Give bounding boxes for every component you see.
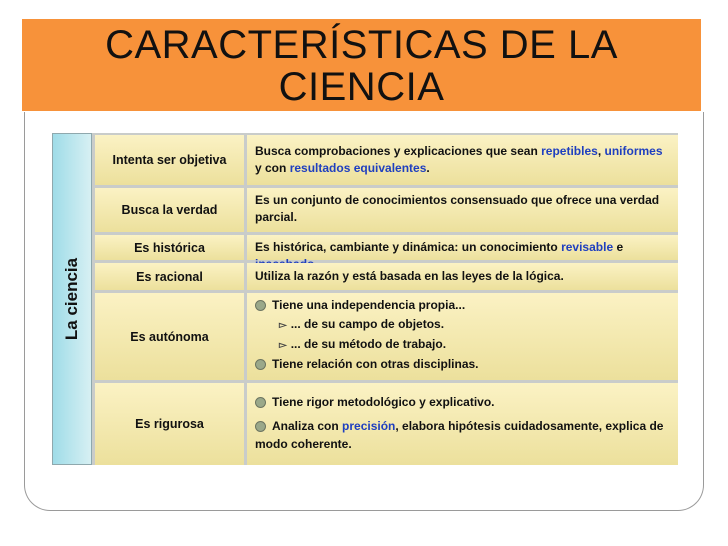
bullet-icon [255, 300, 266, 311]
arrow-icon: ▻ [279, 320, 287, 331]
side-bar [52, 133, 92, 465]
row-description [247, 383, 678, 465]
bullet-icon [255, 397, 266, 408]
row-label: Busca la verdad [95, 188, 244, 232]
side-label: La ciencia [62, 257, 81, 341]
arrow-icon: ▻ [279, 340, 287, 351]
bullet-icon [255, 421, 266, 432]
row-description: Utiliza la razón y está basada en las leyes de la lógica. [247, 263, 678, 290]
row-label: Es rigurosa [95, 383, 244, 465]
row-label: Es autónoma [95, 293, 244, 380]
title-line-2: CIENCIA [278, 65, 445, 109]
row-label: Intenta ser objetiva [95, 135, 244, 185]
slide-title [22, 19, 701, 111]
row-description: Es un conjunto de conocimientos consensuado que ofrece una verdad parcial. [247, 188, 678, 232]
row-label: Es histórica [95, 235, 244, 260]
table-row [95, 188, 678, 232]
table-row [95, 135, 678, 185]
table-row [95, 235, 678, 260]
row-description: Es histórica, cambiante y dinámica: un conocimiento revisable e [247, 235, 678, 260]
row-description: Busca comprobaciones y explicaciones que sean repetibles, uniformes y con resultados equivalentes. [247, 135, 678, 185]
table-row [95, 383, 678, 465]
row-description [247, 293, 678, 380]
row-label: Es racional [95, 263, 244, 290]
table-row [95, 263, 678, 290]
bullet-item: Tiene una independencia propia... [255, 296, 670, 315]
bullet-item: Tiene rigor metodológico y explicativo. [255, 393, 670, 411]
sub-bullet-item: ▻ ... de su método de trabajo. [255, 335, 670, 355]
title-line-1: CARACTERÍSTICAS DE LA [105, 23, 618, 67]
bullet-icon [255, 359, 266, 370]
bullet-item: Analiza con precisión, elabora hipótesis cuidadosamente, explica de modo coherente. [255, 419, 664, 451]
bullet-item: Tiene relación con otras disciplinas. [255, 355, 670, 374]
table-row [95, 293, 678, 380]
sub-bullet-item: ▻ ... de su campo de objetos. [255, 315, 670, 335]
